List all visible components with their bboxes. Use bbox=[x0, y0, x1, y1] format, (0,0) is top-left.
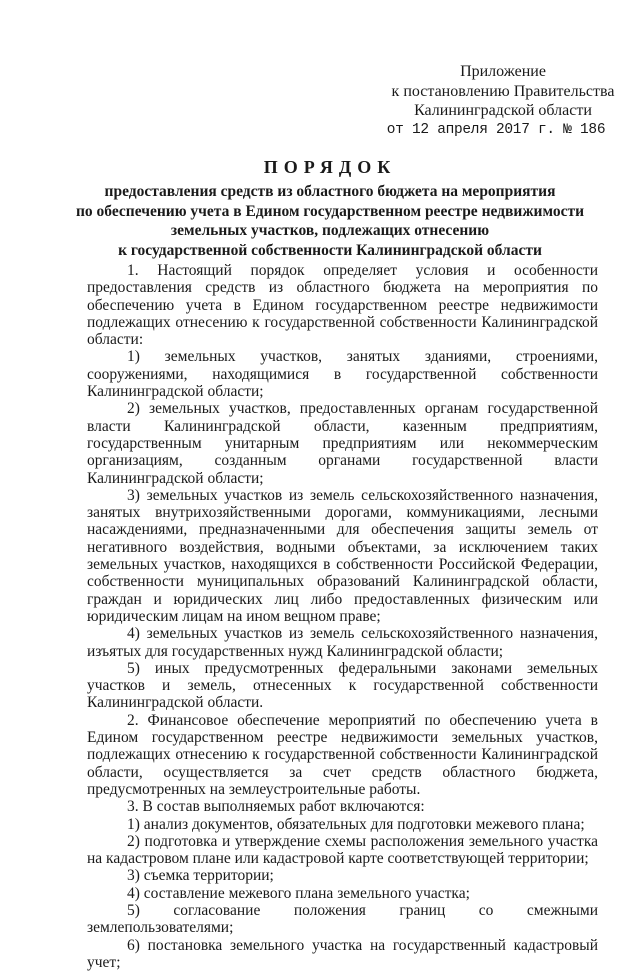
list-item-3-5: 5) согласование положения границ со смежными землепользователями; bbox=[87, 901, 598, 937]
paragraph-2: 2. Финансовое обеспечение мероприятий по обеспечению учета в Едином государственном реестре недвижимости земельных участков, подлежащих отнесению к государственной собственности Калининградской области, осуществляется за счет средств областного бюджета, предусмотренных на землеустроительные работы. bbox=[87, 711, 598, 798]
list-item-1-1: 1) земельных участков, занятых зданиями, строениями, сооружениями, находящимися в государственной собственности Калининградской области; bbox=[87, 348, 598, 401]
list-item-1-5: 5) иных предусмотренных федеральными законами земельных участков и земель, отнесенных к государственной собственности Калининградской области. bbox=[87, 659, 598, 712]
list-item-3-1: 1) анализ документов, обязательных для подготовки межевого плана; bbox=[127, 815, 585, 833]
appendix-date-number: от 12 апреля 2017 г. № 186 bbox=[386, 121, 606, 138]
list-item-1-4: 4) земельных участков из земель сельскохозяйственного назначения, изъятых для государственных нужд Калининградской области; bbox=[87, 625, 598, 660]
subtitle-line: земельных участков, подлежащих отнесению bbox=[170, 222, 490, 239]
subtitle-line: по обеспечению учета в Едином государственном реестре недвижимости bbox=[75, 202, 585, 220]
list-item-1-2: 2) земельных участков, предоставленных органам государственной власти Калининградской области, казенным предприятиям, государственным унитарным предприятиям или некоммерческим организациям, созданным органами государственной власти Калининградской области; bbox=[87, 400, 598, 487]
list-item-3-3: 3) съемка территории; bbox=[127, 867, 274, 885]
paragraph-1-intro: 1. Настоящий порядок определяет условия и особенности предоставления средств из областного бюджета на мероприятия по обеспечению учета в Едином государственном реестре недвижимости подлежащих отнесению к государственной собственности Калининградской области: bbox=[87, 262, 598, 349]
subtitle-line: к государственной собственности Калининградской области bbox=[118, 241, 542, 259]
document-subtitle bbox=[40, 182, 620, 260]
appendix-label: Приложение bbox=[460, 63, 546, 80]
appendix-region: Калининградской области bbox=[414, 102, 592, 119]
paragraph-3-intro: 3. В состав выполняемых работ включаются: bbox=[127, 798, 425, 816]
appendix-block bbox=[383, 62, 623, 140]
document-heading bbox=[40, 156, 620, 260]
list-item-3-2: 2) подготовка и утверждение схемы расположения земельного участка на кадастровом плане или кадастровой карте соответствующей территории; bbox=[87, 832, 598, 868]
document-body bbox=[87, 262, 598, 971]
list-item-3-6: 6) постановка земельного участка на государственный кадастровый учет; bbox=[87, 936, 598, 971]
appendix-resolution-ref: к постановлению Правительства bbox=[391, 82, 615, 100]
subtitle-line: предоставления средств из областного бюджета на мероприятия bbox=[104, 183, 556, 200]
list-item-3-4: 4) составление межевого плана земельного участка; bbox=[127, 884, 470, 902]
list-item-1-3: 3) земельных участков из земель сельскохозяйственного назначения, занятых внутрихозяйственными дорогами, коммуникациями, лесными насаждениями, предназначенными для обеспечения защиты земель от негативного воздействия, водными объектами, за исключением таких земельных участков, находящихся в собственности Российской Федерации, собственности муниципальных образований Калининградской области, граждан и юридических лиц либо предоставленных физическим или юридическим лицам на ином вещном праве; bbox=[87, 486, 598, 625]
document-title: ПОРЯДОК bbox=[263, 157, 397, 177]
